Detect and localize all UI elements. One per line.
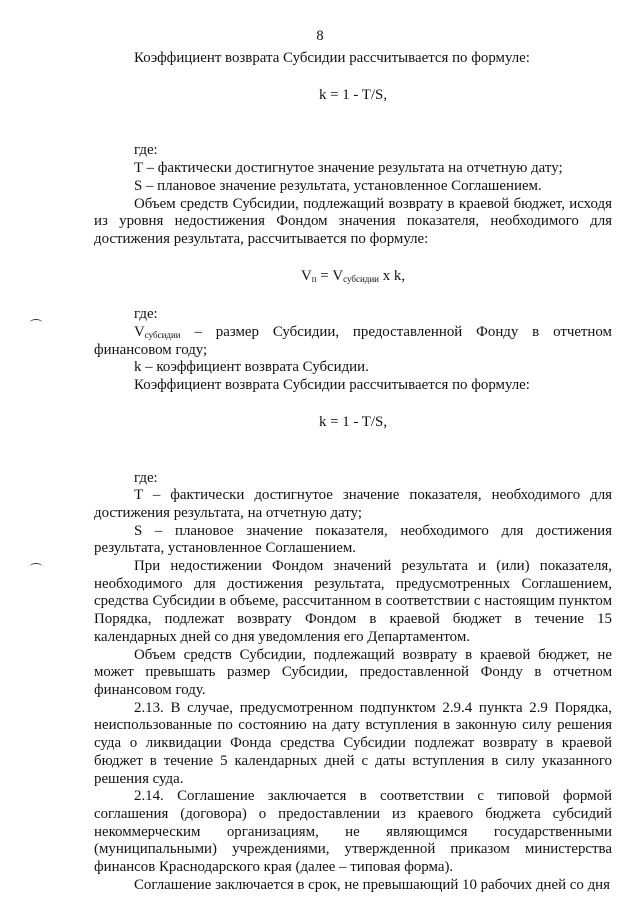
paragraph: T – фактически достигнутое значение показателя, необходимого для достижения результата, на отчетную дату; <box>94 487 612 521</box>
where-label: где: <box>134 469 158 486</box>
document-body <box>94 50 612 894</box>
paragraph: Коэффициент возврата Субсидии рассчитывается по формуле: <box>134 50 530 66</box>
paragraph: $V_{субсидии}$ – размер Субсидии, предоставленной Фонду в отчетном финансовом году; <box>94 324 612 358</box>
margin-mark <box>30 319 42 326</box>
where-label: где: <box>134 142 158 159</box>
paragraph: Соглашение заключается в срок, не превышающий 10 рабочих дней со дня <box>134 876 610 893</box>
margin-mark <box>30 563 42 570</box>
paragraph: 2.14. Соглашение заключается в соответствии с типовой формой соглашения (договора) о предоставлении из краевого бюджета субсидий некоммерческим организациям, не являющимся государственными (муниципальными) учреждениями, утвержденной приказом министерства финансов Краснодарского края (далее – типовая форма). <box>94 788 612 876</box>
paragraph: S – плановое значение результата, установленное Соглашением. <box>134 177 542 194</box>
paragraph: T – фактически достигнутое значение результата на отчетную дату; <box>134 160 563 177</box>
where-label: где: <box>134 306 158 323</box>
formula: k = 1 - T/S, <box>318 413 388 430</box>
paragraph: k – коэффициент возврата Субсидии. <box>134 359 369 376</box>
paragraph: При недостижении Фондом значений результата и (или) показателя, необходимого для достижения результата, предусмотренных Соглашением, средства Субсидии в объеме, рассчитанном в соответствии с настоящим пунктом Порядка, подлежат возврату Фондом в краевой бюджет в течение 15 календарных дней со дня уведомления его Департаментом. <box>94 558 612 645</box>
paragraph: Объем средств Субсидии, подлежащий возврату в краевой бюджет, исходя из уровня недостижения Фондом значения показателя, необходимого для достижения результата, рассчитывается по формуле: <box>94 195 612 247</box>
paragraph: 2.13. В случае, предусмотренном подпунктом 2.9.4 пункта 2.9 Порядка, неиспользованные по состоянию на дату вступления в законную силу решения суда о ликвидации Фонда средства Субсидии подлежат возврату в краевой бюджет в течение 5 календарных дней с даты вступления в силу указанного решения суда. <box>94 699 612 787</box>
page-number: 8 <box>316 28 324 44</box>
paragraph: Объем средств Субсидии, подлежащий возврату в краевой бюджет, не может превышать размер Субсидии, предоставленной Фонду в отчетном финансовом году. <box>94 646 612 698</box>
formula: $V_п = V_{субсидии}$ x k, <box>300 267 406 284</box>
formula: k = 1 - T/S, <box>318 86 388 103</box>
paragraph: Коэффициент возврата Субсидии рассчитывается по формуле: <box>134 377 530 394</box>
paragraph: S – плановое значение показателя, необходимого для достижения результата, установленное Соглашением. <box>94 522 612 557</box>
